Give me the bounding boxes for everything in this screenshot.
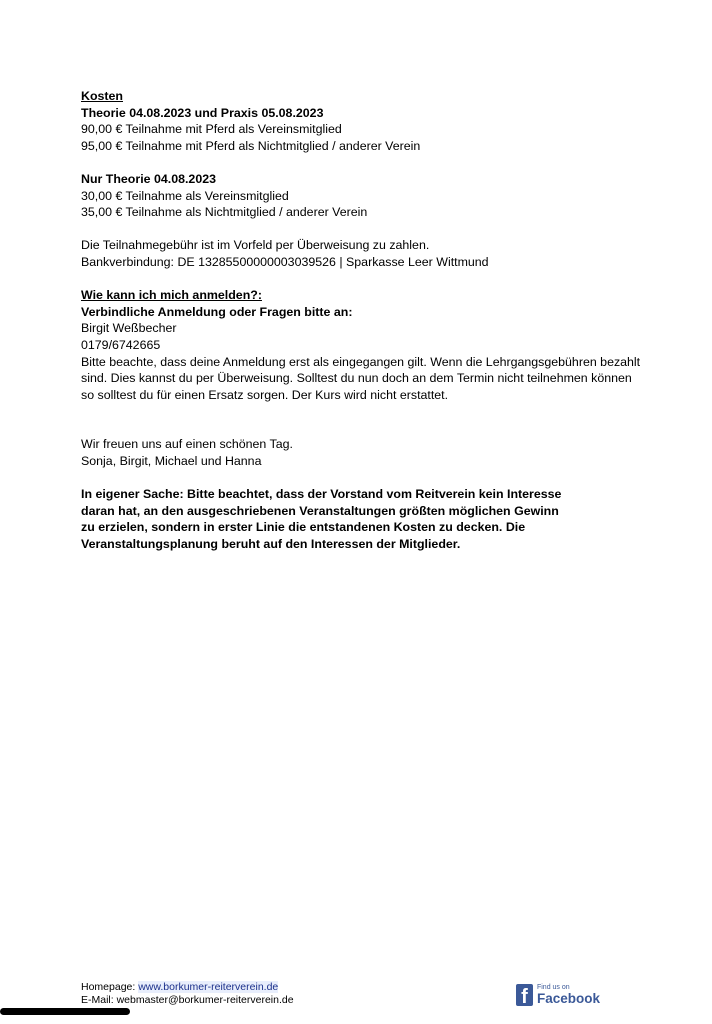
facebook-find-us: Find us on	[536, 983, 570, 991]
kosten-subheading-full: Theorie 04.08.2023 und Praxis 05.08.2023	[81, 105, 324, 120]
homepage-label: Homepage:	[81, 981, 139, 993]
note-line: In eigener Sache: Bitte beachtet, dass der Vorstand vom Reitverein kein Interesse	[81, 487, 562, 502]
facebook-word: Facebook	[536, 990, 600, 1006]
kosten-heading: Kosten	[81, 89, 123, 103]
anmeldung-paragraph: Bitte beachte, dass deine Anmeldung erst als eingegangen gilt. Wenn die Lehrgangsgebühren bezahlt sind. Dies kannst du per Überweisung. Solltest du nun doch an dem Termin nicht teilnehmen können so solltest du für einen Ersatz sorgen. Der Kurs wird nicht erstattet.	[81, 354, 641, 402]
payment-note: Die Teilnahmegebühr ist im Vorfeld per Überweisung zu zahlen.	[81, 238, 430, 253]
homepage-line	[81, 981, 294, 994]
payment-section	[81, 237, 671, 270]
homepage-link[interactable]: www.borkumer-reiterverein.de	[138, 981, 279, 993]
note-line: zu erzielen, sondern in erster Linie die entstandenen Kosten zu decken. Die	[81, 520, 526, 535]
footer	[81, 981, 294, 1007]
kosten-subheading-theory: Nur Theorie 04.08.2023	[81, 171, 216, 186]
email-link[interactable]: webmaster@borkumer-reiterverein.de	[116, 994, 294, 1006]
note-section	[81, 486, 671, 552]
email-label: E-Mail:	[81, 994, 117, 1006]
facebook-badge[interactable]	[516, 982, 600, 1007]
bank-details: Bankverbindung: DE 13285500000003039526 | Sparkasse Leer Wittmund	[81, 254, 489, 269]
closing-line: Wir freuen uns auf einen schönen Tag.	[81, 437, 293, 452]
price-line: 90,00 € Teilnahme mit Pferd als Vereinsmitglied	[81, 122, 342, 137]
price-line: 30,00 € Teilnahme als Vereinsmitglied	[81, 188, 289, 203]
price-line: 95,00 € Teilnahme mit Pferd als Nichtmitglied / anderer Verein	[81, 138, 421, 153]
note-line: Veranstaltungsplanung beruht auf den Interessen der Mitglieder.	[81, 536, 461, 551]
note-line: daran hat, an den ausgeschriebenen Veranstaltungen größten möglichen Gewinn	[81, 503, 559, 518]
closing-section	[81, 436, 671, 469]
document-body	[81, 88, 671, 569]
price-line: 35,00 € Teilnahme als Nichtmitglied / anderer Verein	[81, 205, 368, 220]
anmeldung-subheading: Verbindliche Anmeldung oder Fragen bitte an:	[81, 304, 353, 319]
facebook-icon: f	[516, 984, 533, 1006]
anmeldung-heading: Wie kann ich mich anmelden?:	[81, 288, 262, 303]
anmeldung-section	[81, 287, 671, 403]
contact-phone: 0179/6742665	[81, 337, 161, 352]
contact-name: Birgit Weßbecher	[81, 321, 177, 336]
email-line	[81, 994, 294, 1007]
closing-signature: Sonja, Birgit, Michael und Hanna	[81, 453, 262, 468]
facebook-text	[537, 984, 600, 1006]
kosten-section	[81, 88, 671, 221]
scrollbar[interactable]	[0, 1008, 130, 1015]
